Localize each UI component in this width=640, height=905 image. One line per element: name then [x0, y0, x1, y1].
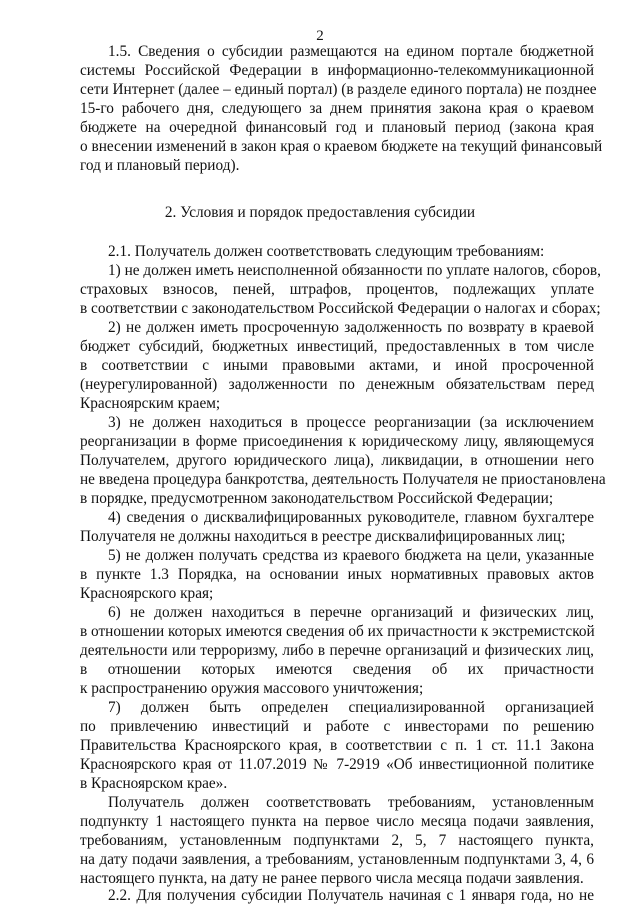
- text-line: 1.5. Сведения о субсидии размещаются на едином портале бюджетной: [108, 43, 594, 60]
- text-line: бюджете на очередной финансовый год и плановый период (закона края: [80, 119, 594, 136]
- text-line: 2.2. Для получения субсидии Получатель начиная с 1 января года, но не: [108, 887, 594, 904]
- text-line: на дату подачи заявления, а требованиям, установленным подпунктами 3, 4, 6: [80, 851, 594, 868]
- text-line: требованиям, установленным подпунктами 2, 5, 7 настоящего пункта,: [80, 832, 594, 849]
- text-line: в отношении которых имеются сведения об их причастности к экстремистской: [80, 623, 595, 640]
- text-line: 6) не должен находиться в перечне организаций и физических лиц,: [108, 604, 594, 621]
- text-line: Красноярским краем;: [80, 395, 221, 412]
- text-line: к распространению оружия массового уничтожения;: [80, 680, 424, 697]
- text-line: в пункте 1.3 Порядка, на основании иных нормативных правовых актов: [80, 566, 594, 583]
- text-line: (неурегулированной) задолженности по денежным обязательствам перед: [80, 376, 594, 393]
- text-line: по привлечению инвестиций и работе с инвесторами по решению: [80, 718, 594, 735]
- text-line: подпункту 1 настоящего пункта на первое число месяца подачи заявления,: [80, 813, 594, 830]
- text-line: в соответствии с иными правовыми актами, и иной просроченной: [80, 357, 594, 374]
- text-line: деятельности или терроризму, либо в перечне организаций и физических лиц,: [80, 642, 594, 659]
- text-line: о внесении изменений в закон края о краевом бюджете на текущий финансовый: [80, 138, 603, 155]
- text-line: 2) не должен иметь просроченную задолженность по возврату в краевой: [108, 319, 594, 336]
- text-line: в порядке, предусмотренном законодательством Российской Федерации;: [80, 490, 554, 507]
- text-line: 7) должен быть определен специализированной организацией: [108, 699, 594, 716]
- text-line: в отношении которых имеются сведения об их причастности: [80, 661, 594, 678]
- text-line: 5) не должен получать средства из краевого бюджета на цели, указанные: [108, 547, 594, 564]
- text-line: 2.1. Получатель должен соответствовать следующим требованиям:: [108, 243, 545, 260]
- text-line: в Красноярском крае».: [80, 775, 228, 792]
- text-line: в соответствии с законодательством Российской Федерации о налогах и сборах;: [80, 300, 601, 317]
- text-line: Красноярского края;: [80, 585, 214, 602]
- section-heading: 2. Условия и порядок предоставления субсидии: [164, 204, 476, 221]
- text-line: реорганизации в форме присоединения к юридическому лицу, являющемуся: [80, 433, 594, 450]
- text-line: 3) не должен находиться в процессе реорганизации (за исключением: [108, 414, 594, 431]
- text-line: сети Интернет (далее – единый портал) (в разделе единого портала) не позднее: [80, 81, 597, 98]
- text-line: не введена процедура банкротства, деятельность Получателя не приостановлена: [80, 471, 606, 488]
- page-number: 2: [316, 28, 324, 44]
- text-line: настоящего пункта, на дату не ранее первого числа месяца подачи заявления.: [80, 870, 584, 887]
- text-line: 15-го рабочего дня, следующего за днем принятия закона края о краевом: [80, 100, 594, 117]
- text-line: год и плановый период).: [80, 157, 240, 174]
- text-line: системы Российской Федерации в информационно-телекоммуникационной: [80, 62, 594, 79]
- text-line: 4) сведения о дисквалифицированных руководителе, главном бухгалтере: [108, 509, 594, 526]
- text-line: Красноярского края от 11.07.2019 № 7-2919 «Об инвестиционной политике: [80, 756, 594, 773]
- text-line: Получателя не должны находиться в реестре дисквалифицированных лиц;: [80, 528, 566, 545]
- text-line: Получатель должен соответствовать требованиям, установленным: [108, 794, 594, 811]
- text-line: Правительства Красноярского края, в соответствии с п. 1 ст. 11.1 Закона: [80, 737, 594, 754]
- text-line: страховых взносов, пеней, штрафов, процентов, подлежащих уплате: [80, 281, 594, 298]
- text-line: 1) не должен иметь неисполненной обязанности по уплате налогов, сборов,: [108, 262, 601, 279]
- text-line: Получателем, другого юридического лица), ликвидации, в отношении него: [80, 452, 594, 469]
- text-line: бюджет субсидий, бюджетных инвестиций, предоставленных в том числе: [80, 338, 594, 355]
